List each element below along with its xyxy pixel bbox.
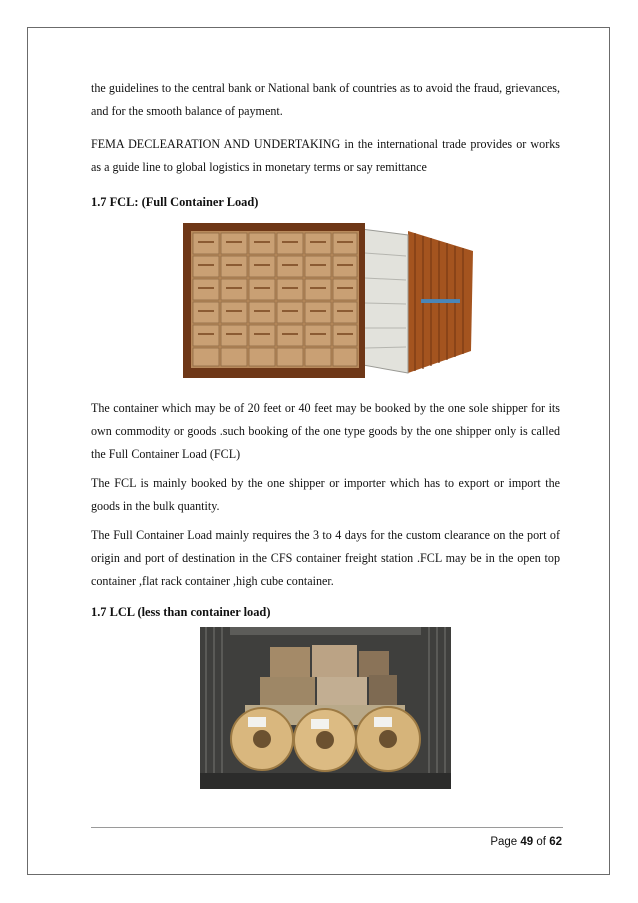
footer-of-word: of (536, 836, 546, 848)
interior-ceiling (230, 627, 421, 635)
page-footer (490, 836, 562, 848)
footer-rule (91, 827, 563, 828)
footer-page-number: 49 (520, 836, 534, 848)
lcl-container-image (200, 627, 451, 789)
container-open-door (361, 229, 408, 373)
cable-reels (231, 707, 420, 771)
heading-lcl: 1.7 LCL (less than container load) (91, 605, 271, 619)
fcl-container-image (183, 223, 473, 378)
lcl-container-illustration (200, 627, 451, 789)
footer-page-word: Page (490, 836, 518, 848)
paragraph-fcl-definition: The container which may be of 20 feet or 40 feet may be booked by the one sole shipper for its own commodity or goods .such booking of the one type goods by the one shipper only is called the Full Container Load (FCL) (91, 401, 560, 461)
paragraph-guidelines: the guidelines to the central bank or National bank of countries as to avoid the fraud, grievances, and for the smooth balance of payment. (91, 81, 560, 118)
container-logo-mark: ▬▬▬ (421, 291, 460, 306)
heading-fcl: 1.7 FCL: (Full Container Load) (91, 195, 259, 209)
paragraph-fcl-booking: The FCL is mainly booked by the one shipper or importer which has to export or import the goods in the bulk quantity. (91, 476, 560, 513)
paragraph-fcl-clearance: The Full Container Load mainly requires the 3 to 4 days for the custom clearance on the port of origin and port of destination in the CFS container freight station .FCL may be in the open top container ,flat rack container ,high cube container. (91, 528, 560, 588)
footer-total-pages: 62 (549, 836, 562, 848)
paragraph-fema: FEMA DECLEARATION AND UNDERTAKING in the international trade provides or works as a guide line to global logistics in monetary terms or say remittance (91, 137, 560, 174)
fcl-container-illustration (183, 223, 473, 378)
interior-floor (200, 773, 451, 789)
